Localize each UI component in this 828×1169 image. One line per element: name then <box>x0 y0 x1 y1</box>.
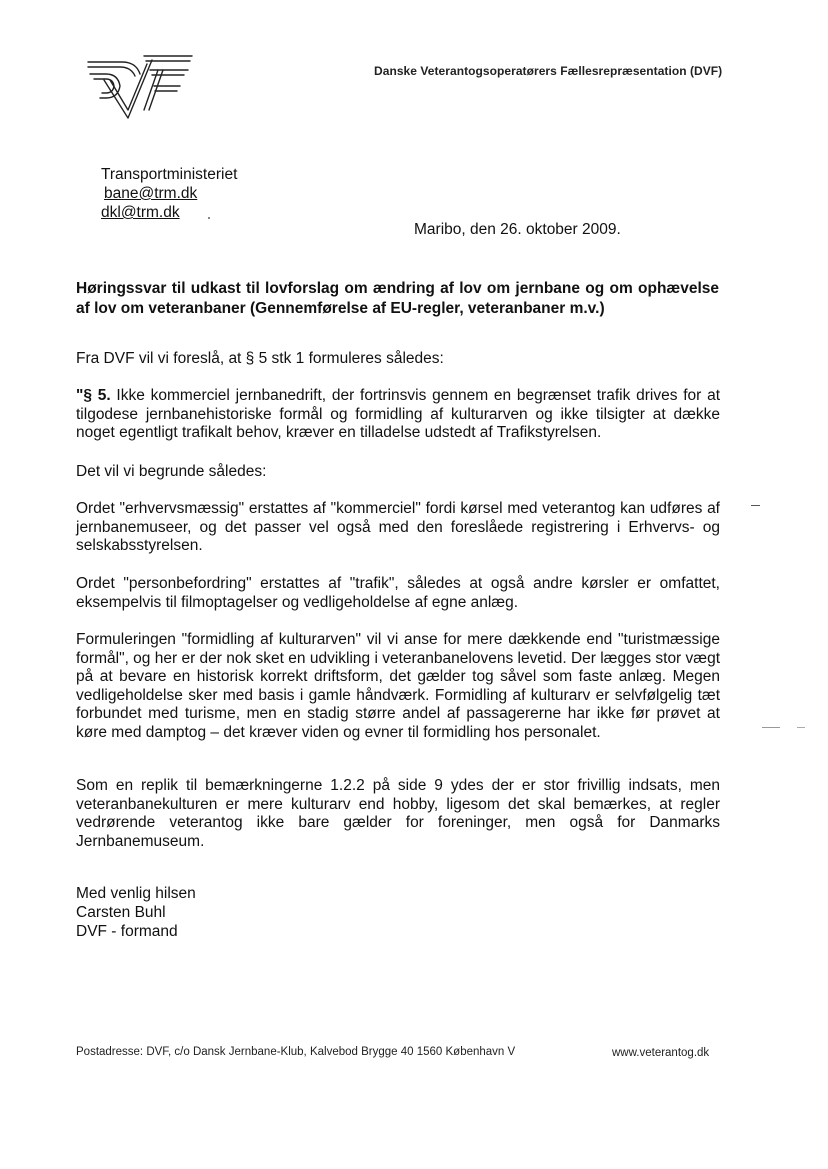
recipient-name: Transportministeriet <box>101 166 238 183</box>
proposed-wording-paragraph <box>76 387 720 443</box>
scan-mark <box>762 727 780 728</box>
email-link-dkl[interactable]: dkl@trm.dk <box>101 204 180 221</box>
scan-mark <box>751 505 760 506</box>
recipient-block <box>101 165 237 222</box>
date-line: Maribo, den 26. oktober 2009. <box>414 221 621 238</box>
intro-paragraph: Fra DVF vil vi foreslå, at § 5 stk 1 formuleres således: <box>76 350 444 367</box>
proposed-wording-text: Ikke kommerciel jernbanedrift, der fortrinsvis gennem en begrænset trafik drives for at tilgodese jernbanehistoriske formål og formidling af kulturarven og ikke tilsigter at dække noget egentligt trafikalt behov, kræver en tilladelse udstedt af Trafikstyrelsen. <box>76 387 720 441</box>
paragraph-replik: Som en replik til bemærkningerne 1.2.2 på side 9 ydes der er stor frivillig indsats, men veteranbanekulturen er mere kulturarv end hobby, ligesom det skal bemærkes, at regler vedrørende veterantog ikke bare gælder for foreninger, men også for Danmarks Jernbanemuseum. <box>76 777 720 850</box>
signatory-name: Carsten Buhl <box>76 904 166 921</box>
dvf-logo <box>84 52 196 124</box>
subject-heading: Høringssvar til udkast til lovforslag om ændring af lov om jernbane og om ophævelse af lov om veteranbaner (Gennemførelse af EU-regler, veteranbaner m.v.) <box>76 280 719 317</box>
footer-address: Postadresse: DVF, c/o Dansk Jernbane-Klub, Kalvebod Brygge 40 1560 København V <box>76 1046 516 1058</box>
paragraph-erhvervsmaessig: Ordet "erhvervsmæssig" erstattes af "kommerciel" fordi kørsel med veterantog kan udføres af jernbanemuseer, og det passer vel også med den foreslåede registrering i Erhvervs- og selskabsstyrelsen. <box>76 500 720 554</box>
closing-block <box>76 884 196 941</box>
signatory-title: DVF - formand <box>76 923 178 940</box>
email-link-bane[interactable]: bane@trm.dk <box>104 185 198 202</box>
scan-mark <box>797 727 805 728</box>
scan-mark <box>208 217 210 219</box>
section-reference: "§ 5. <box>76 387 111 404</box>
paragraph-formidling: Formuleringen "formidling af kulturarven" vil vi anse for mere dækkende end "turistmæssige formål", og her er der nok sket en udvikling i veteranbanelovens levetid. Der lægges stor vægt på at bevare en historisk korrekt driftsform, det gælder tog såvel som faste anlæg. Megen vedligeholdelse sker med basis i gamle håndværk. Formidling af kulturarv er selvfølgelig tæt forbundet med turisme, men en stadig større andel af passagererne har ikke før prøvet at køre med damptog – det kræver viden og evner til formidling hos personalet. <box>76 631 720 741</box>
footer-website: www.veterantog.dk <box>612 1047 710 1059</box>
closing-greeting: Med venlig hilsen <box>76 885 196 902</box>
paragraph-personbefordring: Ordet "personbefordring" erstattes af "trafik", således at også andre kørsler er omfattet, eksempelvis til filmoptagelser og vedligeholdelse af egne anlæg. <box>76 575 720 611</box>
reasoning-intro: Det vil vi begrunde således: <box>76 463 267 480</box>
organization-header: Danske Veterantogsoperatørers Fællesrepræsentation (DVF) <box>374 64 723 78</box>
